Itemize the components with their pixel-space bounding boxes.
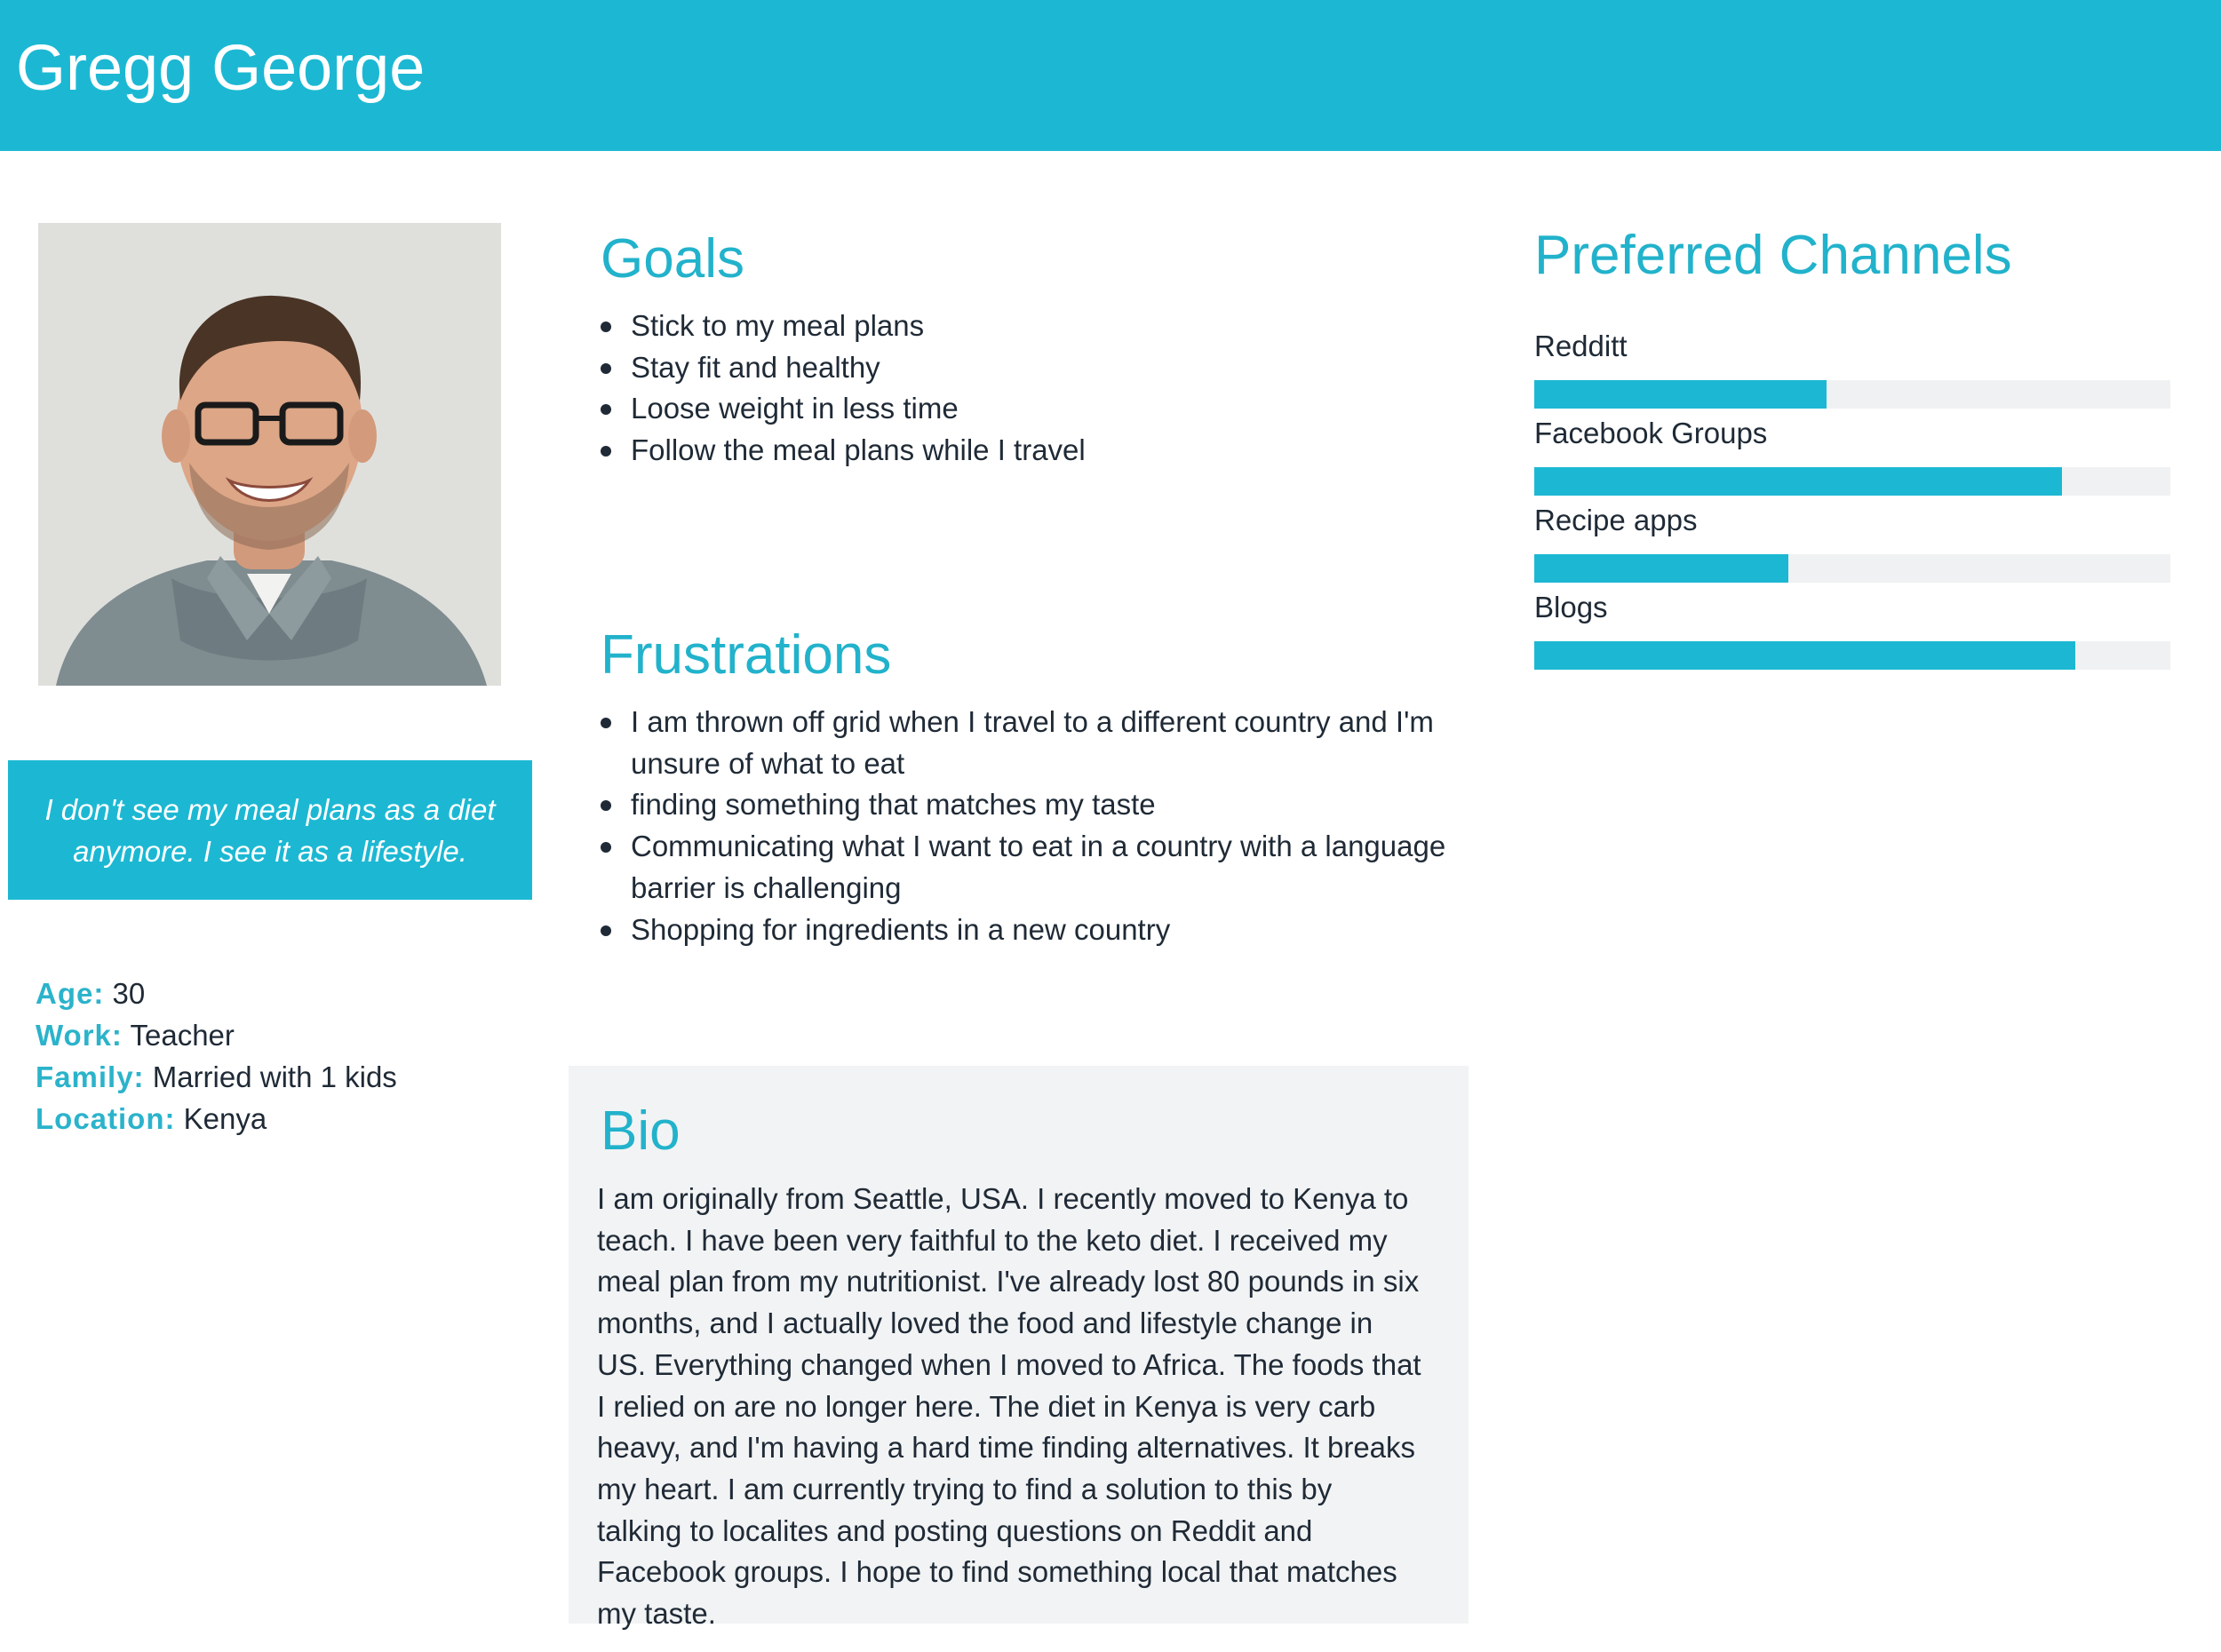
fact-label: Work: — [36, 1019, 123, 1052]
bio-heading: Bio — [601, 1100, 681, 1162]
list-item — [598, 702, 1451, 784]
fact-family — [36, 1056, 533, 1098]
channel-bar-fill — [1534, 554, 1788, 583]
persona-facts — [36, 973, 533, 1140]
channel-label: Recipe apps — [1534, 504, 1698, 536]
channel-label: Blogs — [1534, 591, 1608, 623]
channel-bar-track — [1534, 467, 2170, 496]
frustration-text: Communicating what I want to eat in a country with a language barrier is challenging — [631, 830, 1446, 904]
frustration-text: Shopping for ingredients in a new country — [631, 912, 1171, 946]
channel-row — [1534, 590, 2170, 677]
channel-label: Redditt — [1534, 330, 1628, 362]
channel-row — [1534, 503, 2170, 590]
fact-label: Family: — [36, 1060, 145, 1093]
bullet-icon — [601, 842, 611, 853]
goals-list — [598, 306, 1451, 472]
frustration-text: I am thrown off grid when I travel to a different country and I'm unsure of what to eat — [631, 705, 1434, 780]
list-item — [598, 909, 1451, 951]
fact-value: Teacher — [130, 1019, 235, 1052]
frustrations-heading: Frustrations — [601, 624, 892, 686]
portrait-illustration — [38, 223, 501, 686]
fact-value: 30 — [112, 977, 146, 1010]
fact-location — [36, 1098, 533, 1140]
persona-photo — [38, 223, 501, 686]
channel-bar-track — [1534, 641, 2170, 670]
bullet-icon — [601, 446, 611, 457]
goal-text: Stick to my meal plans — [631, 309, 925, 342]
quote-box — [8, 760, 532, 900]
channel-bar-fill — [1534, 467, 2062, 496]
bullet-icon — [601, 322, 611, 332]
channels-heading: Preferred Channels — [1534, 225, 2012, 286]
header-bar — [0, 0, 2221, 151]
list-item — [598, 826, 1451, 909]
channel-bar-track — [1534, 554, 2170, 583]
fact-value: Married with 1 kids — [152, 1060, 397, 1093]
bullet-icon — [601, 925, 611, 936]
goal-text: Stay fit and healthy — [631, 350, 880, 384]
bullet-icon — [601, 404, 611, 415]
list-item — [598, 347, 1451, 389]
list-item — [598, 430, 1451, 472]
list-item — [598, 784, 1451, 826]
fact-label: Age: — [36, 977, 105, 1010]
persona-name: Gregg George — [16, 33, 426, 104]
goal-text: Follow the meal plans while I travel — [631, 433, 1086, 467]
fact-label: Location: — [36, 1102, 176, 1135]
bullet-icon — [601, 718, 611, 728]
bullet-icon — [601, 363, 611, 374]
channel-label: Facebook Groups — [1534, 417, 1768, 449]
bullet-icon — [601, 800, 611, 811]
channel-bar-fill — [1534, 641, 2075, 670]
goal-text: Loose weight in less time — [631, 392, 959, 425]
bio-text: I am originally from Seattle, USA. I recently moved to Kenya to teach. I have been very faithful to the keto diet. I received my meal plan from my nutritionist. I've already lost 80 pounds in six months, and I actually loved the food and lifestyle change in US. Everything changed when I moved to Africa. The foods that I relied on are no longer here. The diet in Kenya is very carb heavy, and I'm having a hard time finding alternatives. It breaks my heart. I am currently trying to find a solution to this by talking to localites and posting questions on Reddit and Facebook groups. I hope to find something local that matches my taste. — [597, 1182, 1421, 1631]
list-item — [598, 306, 1451, 347]
frustrations-list — [598, 702, 1451, 950]
list-item — [598, 388, 1451, 430]
channel-bar-track — [1534, 380, 2170, 409]
frustration-text: finding something that matches my taste — [631, 788, 1156, 822]
channel-row — [1534, 416, 2170, 503]
fact-work — [36, 1014, 533, 1056]
fact-age — [36, 973, 533, 1014]
channel-row — [1534, 329, 2170, 416]
persona-quote: I don't see my meal plans as a diet anymore. I see it as a lifestyle. — [44, 792, 496, 868]
fact-value: Kenya — [183, 1102, 267, 1135]
channel-bar-fill — [1534, 380, 1827, 409]
channels-list — [1534, 329, 2170, 677]
goals-heading: Goals — [601, 228, 744, 290]
